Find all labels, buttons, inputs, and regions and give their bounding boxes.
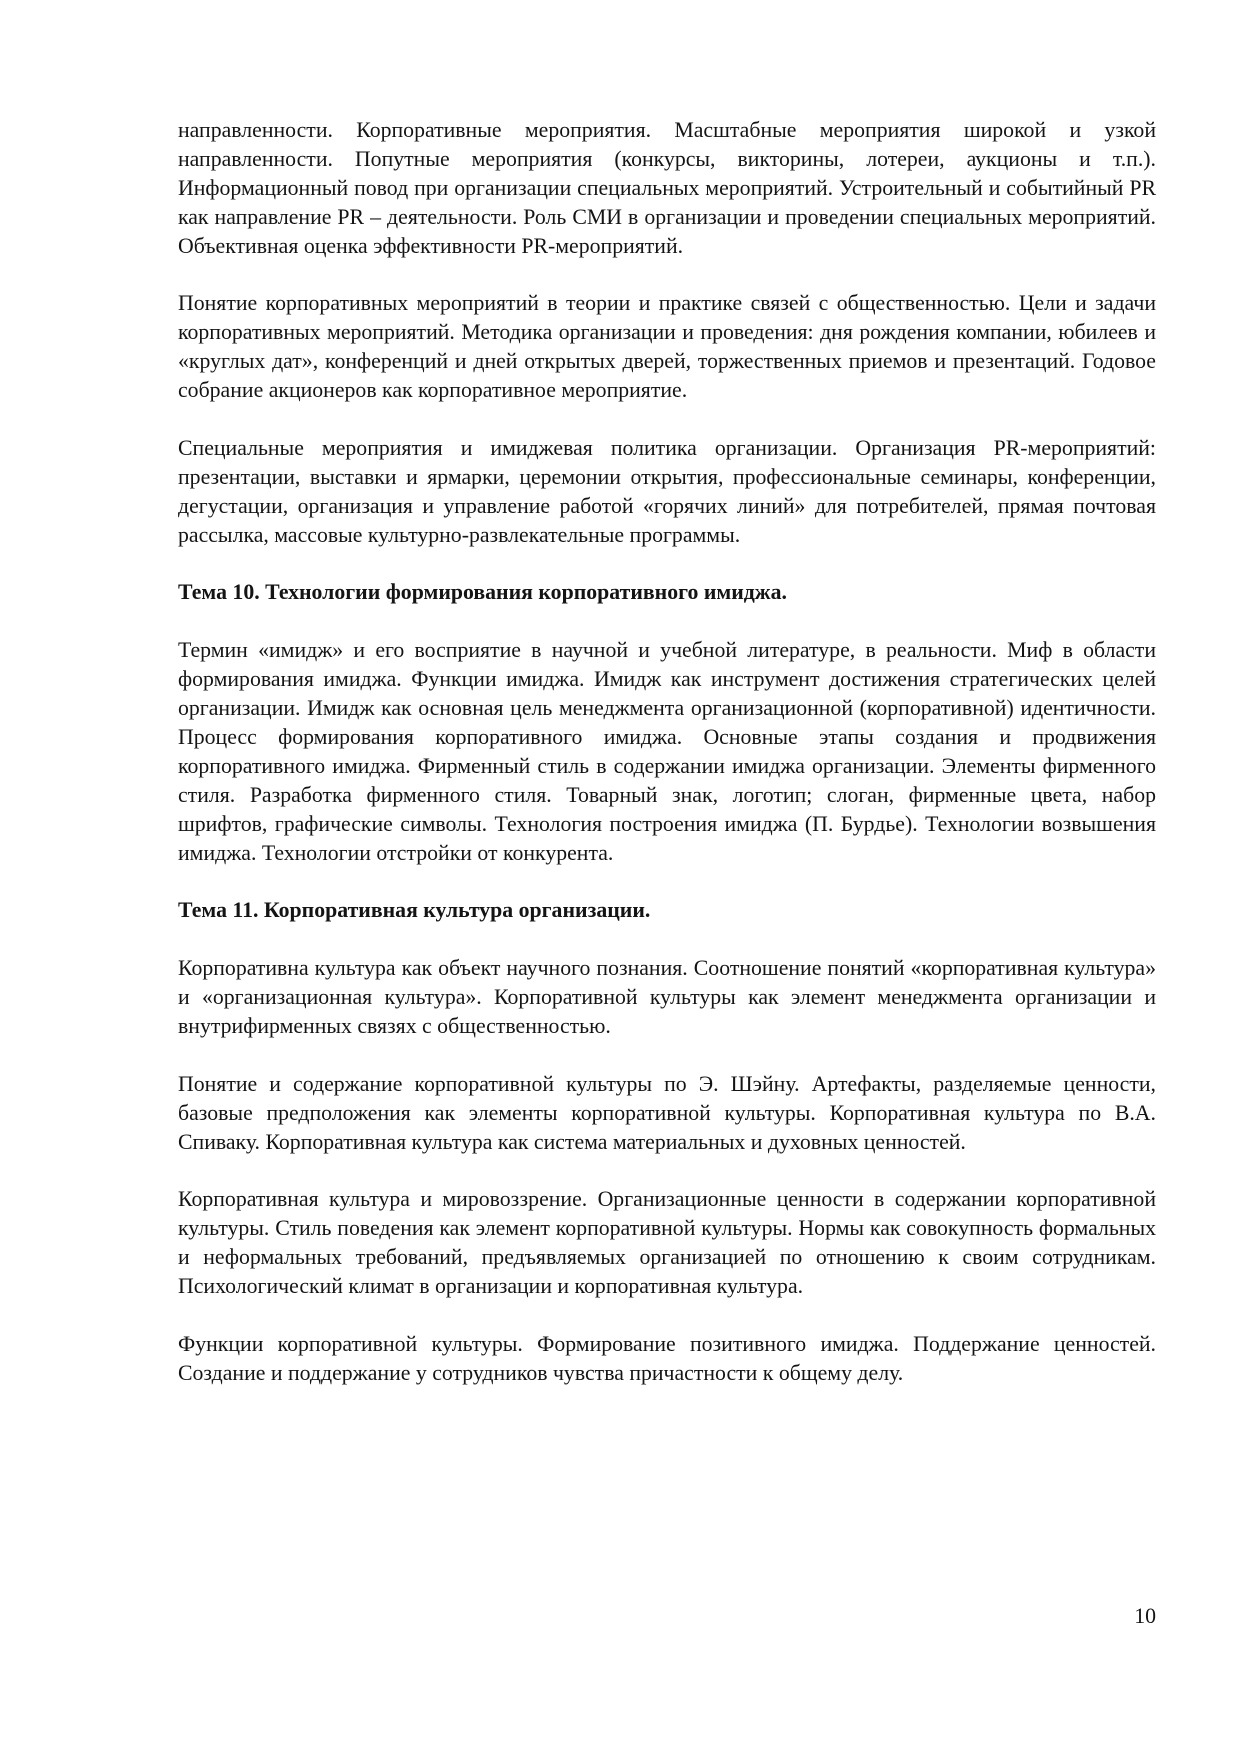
document-page [178,116,1156,1417]
topic-11-heading: Тема 11. Корпоративная культура организации. [178,898,651,923]
paragraph-schein-culture: Понятие и содержание корпоративной культуры по Э. Шэйну. Артефакты, разделяемые ценности, базовые предположения как элементы корпоративной культуры. Корпоративная культура по В.А. Спиваку. Корпоративная культура как система материальных и духовных ценностей. [178,1071,1156,1154]
paragraph-culture-worldview: Корпоративная культура и мировоззрение. Организационные ценности в содержании корпоративной культуры. Стиль поведения как элемент корпоративной культуры. Нормы как совокупность формальных и неформальных требований, предъявляемых организацией по отношению к своим сотрудникам. Психологический климат в организации и корпоративная культура. [178,1187,1156,1299]
paragraph-corporate-events: Понятие корпоративных мероприятий в теории и практике связей с общественностью. Цели и задачи корпоративных мероприятий. Методика организации и проведения: дня рождения компании, юбилеев и «круглых дат», конференций и дней открытых дверей, торжественных приемов и презентаций. Годовое собрание акционеров как корпоративное мероприятие. [178,291,1156,403]
paragraph-special-events: направленности. Корпоративные мероприятия. Масштабные мероприятия широкой и узкой направленности. Попутные мероприятия (конкурсы, викторины, лотереи, аукционы и т.п.). Информационный повод при организации специальных мероприятий. Устроительный и событийный PR как направление PR – деятельности. Роль СМИ в организации и проведении специальных мероприятий. Объективная оценка эффективности PR-мероприятий. [178,118,1156,258]
paragraph-image-policy: Специальные мероприятия и имиджевая политика организации. Организация PR-мероприятий: презентации, выставки и ярмарки, церемонии открытия, профессиональные семинары, конференции, дегустации, организация и управление работой «горячих линий» для потребителей, прямая почтовая рассылка, массовые культурно-развлекательные программы. [178,435,1156,547]
paragraph-image-technologies: Термин «имидж» и его восприятие в научной и учебной литературе, в реальности. Миф в области формирования имиджа. Функции имиджа. Имидж как инструмент достижения стратегических целей организации. Имидж как основная цель менеджмента организационной (корпоративной) идентичности. Процесс формирования корпоративного имиджа. Основные этапы создания и продвижения корпоративного имиджа. Фирменный стиль в содержании имиджа организации. Элементы фирменного стиля. Разработка фирменного стиля. Товарный знак, логотип; слоган, фирменные цвета, набор шрифтов, графические символы. Технология построения имиджа (П. Бурдье). Технологии возвышения имиджа. Технологии отстройки от конкурента. [178,638,1156,865]
paragraph-culture-functions: Функции корпоративной культуры. Формирование позитивного имиджа. Поддержание ценностей. Создание и поддержание у сотрудников чувства причастности к общему делу. [178,1331,1156,1385]
page-number: 10 [1134,1604,1156,1628]
paragraph-culture-object: Корпоративна культура как объект научного познания. Соотношение понятий «корпоративная культура» и «организационная культура». Корпоративной культуры как элемент менеджмента организации и внутрифирменных связях с общественностью. [178,956,1156,1038]
topic-10-heading: Тема 10. Технологии формирования корпоративного имиджа. [178,580,787,605]
